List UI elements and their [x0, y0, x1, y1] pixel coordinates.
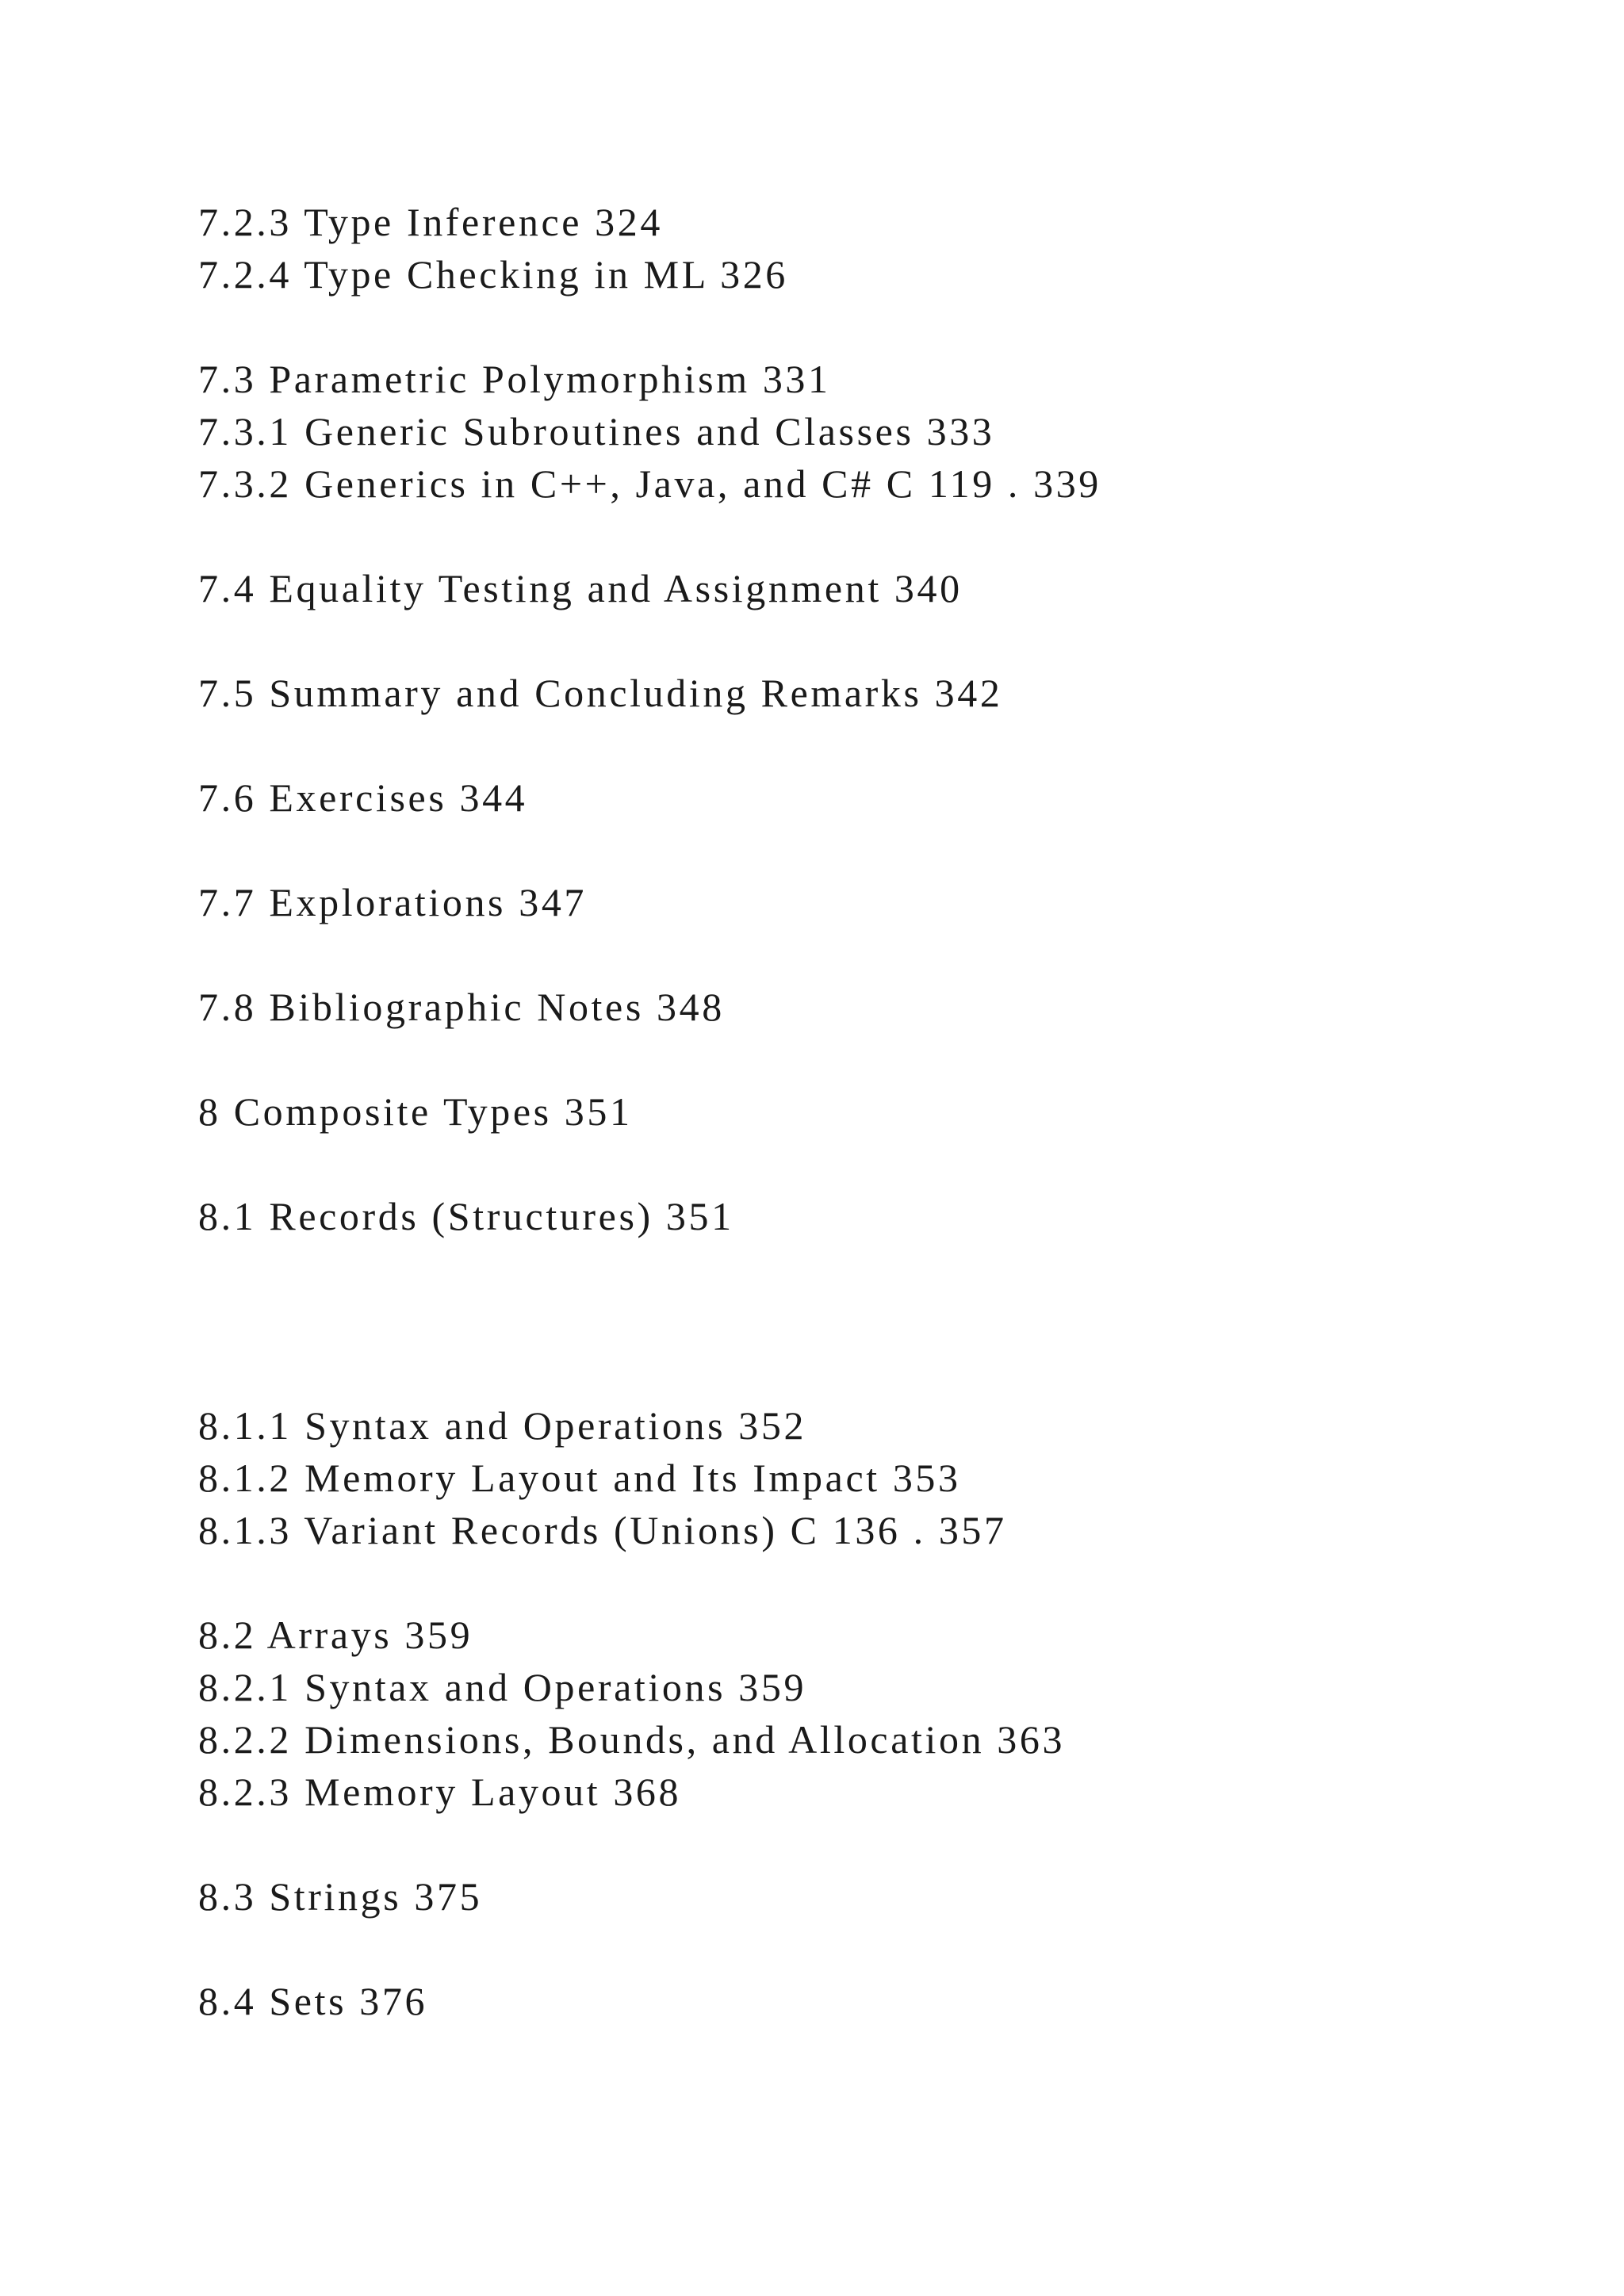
- toc-entry: 8.2.3 Memory Layout 368: [198, 1770, 682, 1814]
- toc-entry: 8.2.2 Dimensions, Bounds, and Allocation 363: [198, 1717, 1066, 1762]
- toc-entry: 7.6 Exercises 344: [198, 775, 528, 820]
- toc-entry: 8.4 Sets 376: [198, 1979, 428, 2023]
- toc-entry: 7.7 Explorations 347: [198, 880, 588, 924]
- toc-entry: 8.2.1 Syntax and Operations 359: [198, 1665, 807, 1709]
- toc-entry: 7.3.2 Generics in C++, Java, and C# C 119 . 339: [198, 461, 1101, 506]
- toc-entry: 7.2.4 Type Checking in ML 326: [198, 252, 788, 297]
- toc-entry: 8.1.1 Syntax and Operations 352: [198, 1403, 807, 1448]
- toc-entry: 8.3 Strings 375: [198, 1874, 483, 1919]
- toc-entry: 7.8 Bibliographic Notes 348: [198, 985, 725, 1029]
- toc-entry: 7.3.1 Generic Subroutines and Classes 333: [198, 409, 995, 453]
- toc-entry: 8.1 Records (Structures) 351: [198, 1194, 734, 1238]
- toc-entry: 8.1.3 Variant Records (Unions) C 136 . 357: [198, 1508, 1007, 1552]
- toc-entry: 8.2 Arrays 359: [198, 1613, 473, 1657]
- toc-entry: 7.4 Equality Testing and Assignment 340: [198, 566, 963, 610]
- toc-entry: 8.1.2 Memory Layout and Its Impact 353: [198, 1456, 961, 1500]
- toc-entry: 7.2.3 Type Inference 324: [198, 200, 663, 244]
- toc-entry: 8 Composite Types 351: [198, 1089, 633, 1134]
- toc-entry: 7.3 Parametric Polymorphism 331: [198, 357, 831, 401]
- toc-entry: 7.5 Summary and Concluding Remarks 342: [198, 671, 1003, 715]
